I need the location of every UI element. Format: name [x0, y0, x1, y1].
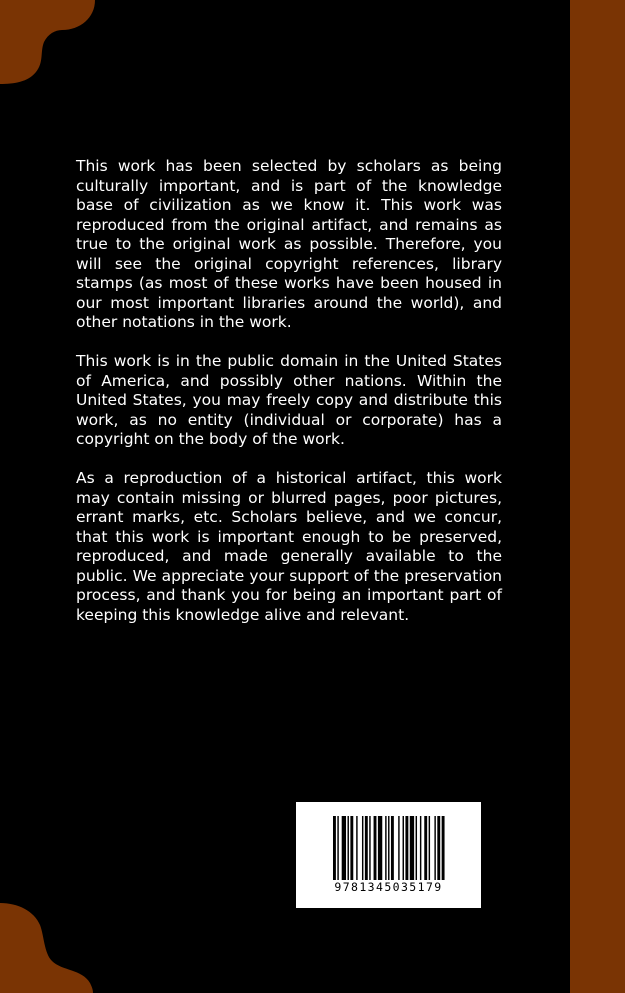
barcode-bar	[385, 816, 386, 880]
blurb-paragraph-3: As a reproduction of a historical artifact, this work may contain missing or blurred pages, poor pictures, errant marks, etc. Scholars believe, and we concur, that this work is important enough to be preserved, reproduced, and made generally available to the public. We appreciate your support of the preservation process, and thank you for being an important part of keeping this knowledge alive and relevant.	[76, 469, 502, 624]
barcode-icon	[333, 816, 446, 880]
barcode-bar	[350, 816, 353, 880]
barcode-bar	[337, 816, 338, 880]
bottom-corner-ornament-icon	[0, 903, 100, 993]
barcode-bar	[342, 816, 346, 880]
blurb-paragraph-2: This work is in the public domain in the United States of America, and possibly other nations. Within the United States, you may freely copy and distribute this work, as no entity (individual or corporate) has a copyright on the body of the work.	[76, 352, 502, 448]
barcode-label	[296, 802, 481, 908]
isbn-digits: 9781345035179	[334, 880, 443, 894]
barcode-bar	[333, 816, 336, 880]
barcode-bar	[374, 816, 377, 880]
barcode-bar	[388, 816, 389, 880]
spine-band	[570, 0, 625, 993]
barcode-bar	[403, 816, 404, 880]
barcode-bar	[391, 816, 394, 880]
barcode-bar	[416, 816, 417, 880]
barcode-bar	[420, 816, 421, 880]
barcode-bar	[437, 816, 440, 880]
barcode-bar	[405, 816, 408, 880]
blurb-paragraph-1: This work has been selected by scholars as being culturally important, and is part of the knowledge base of civilization as we know it. This work was reproduced from the original artifact, and remains as true to the original work as possible. Therefore, you will see the original copyright references, library stamps (as most of these works have been housed in our most important libraries around the world), and other notations in the work.	[76, 157, 502, 331]
barcode-bar	[398, 816, 399, 880]
blurb-text	[76, 157, 502, 645]
barcode-bar	[347, 816, 348, 880]
top-corner-ornament-icon	[0, 0, 100, 90]
barcode-bar	[369, 816, 370, 880]
barcode-bar	[365, 816, 368, 880]
barcode-bar	[429, 816, 430, 880]
barcode-bar	[356, 816, 357, 880]
barcode-bar	[434, 816, 435, 880]
barcode-bar	[362, 816, 363, 880]
barcode-bar	[424, 816, 427, 880]
barcode-bar	[378, 816, 382, 880]
barcode-bar	[410, 816, 414, 880]
barcode-bar	[442, 816, 445, 880]
